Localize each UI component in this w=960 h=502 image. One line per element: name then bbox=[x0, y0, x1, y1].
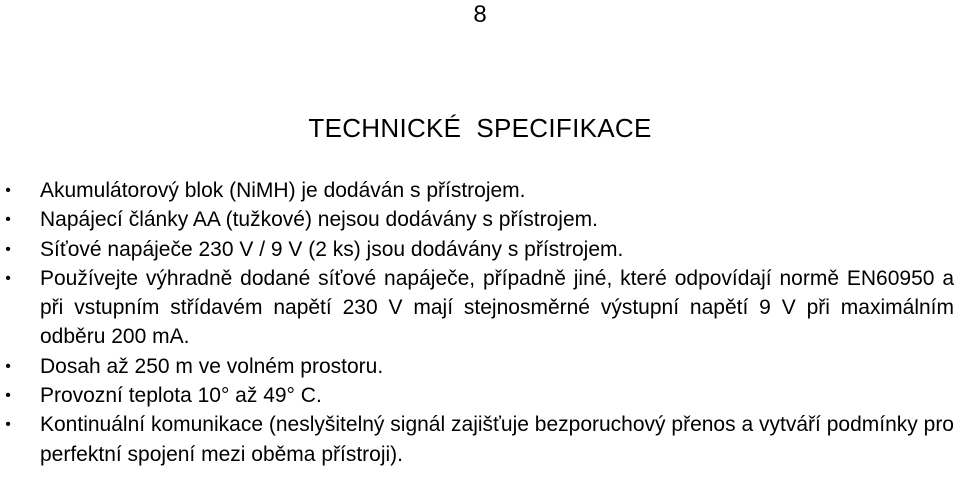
bullet-icon: • bbox=[5, 269, 11, 287]
bullet-icon: • bbox=[5, 211, 11, 229]
list-item-text: Akumulátorový blok (NiMH) je dodáván s přístrojem. bbox=[40, 179, 526, 202]
bullet-icon: • bbox=[5, 416, 11, 434]
specification-list bbox=[0, 176, 960, 469]
page-title: TECHNICKÉ SPECIFIKACE bbox=[308, 113, 652, 143]
list-item-text: Používejte výhradně dodané síťové napáječe, případně jiné, které odpovídají normě EN60950 a při vstupním střídavém napětí 230 V mají stejnosměrné výstupní napětí 9 V při maximálním odběru 200 mA. bbox=[40, 266, 954, 349]
list-item bbox=[0, 235, 960, 264]
bullet-icon: • bbox=[5, 387, 11, 405]
bullet-icon: • bbox=[5, 240, 11, 258]
list-item bbox=[0, 264, 960, 352]
list-item-text: Napájecí články AA (tužkové) nejsou dodávány s přístrojem. bbox=[40, 208, 598, 232]
list-item bbox=[0, 176, 960, 205]
list-item bbox=[0, 352, 960, 381]
list-item-text: Dosah až 250 m ve volném prostoru. bbox=[40, 354, 384, 378]
list-item bbox=[0, 410, 960, 469]
list-item-text: Kontinuální komunikace (neslyšitelný signál zajišťuje bezporuchový přenos a vytváří podmínky pro perfektní spojení mezi oběma přístroji). bbox=[40, 413, 954, 466]
list-item bbox=[0, 205, 960, 234]
bullet-icon: • bbox=[5, 182, 11, 199]
list-item-text: Provozní teplota 10° až 49° C. bbox=[40, 384, 322, 408]
list-item bbox=[0, 381, 960, 410]
bullet-icon: • bbox=[5, 357, 11, 375]
page-number: 8 bbox=[473, 1, 487, 28]
list-item-text: Síťové napáječe 230 V / 9 V (2 ks) jsou dodávány s přístrojem. bbox=[40, 237, 624, 261]
